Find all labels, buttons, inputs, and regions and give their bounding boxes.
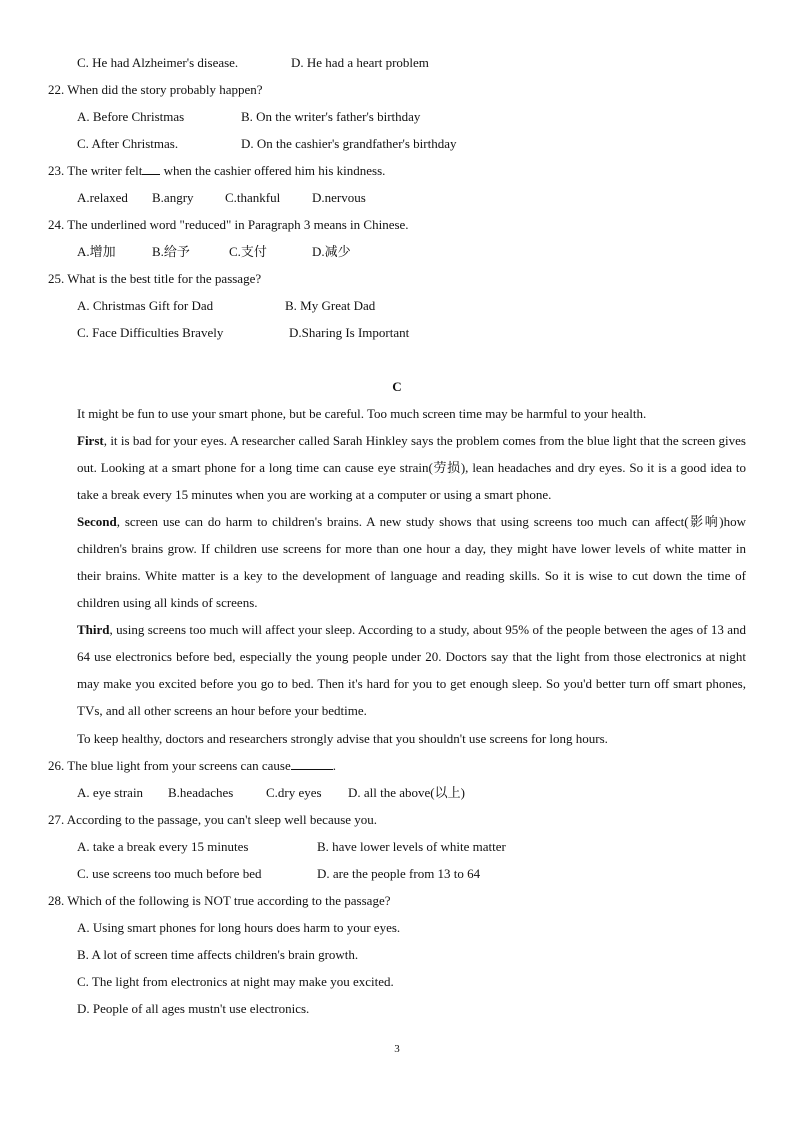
q23-stem [48, 163, 385, 179]
q21-option-d: D. He had a heart problem [291, 55, 429, 70]
q27-option-a: A. take a break every 15 minutes [77, 839, 249, 854]
q25-option-d: D.Sharing Is Important [289, 325, 410, 340]
passage-paragraph-2 [48, 508, 746, 616]
q28-option-a: A. Using smart phones for long hours does harm to your eyes. [77, 920, 401, 935]
q24-option-b: B.给予 [152, 244, 190, 259]
passage-paragraph-3 [48, 616, 746, 724]
q24-option-d: D.减少 [312, 244, 351, 259]
q25-stem: 25. What is the best title for the passage? [48, 271, 262, 286]
q25-option-b: B. My Great Dad [285, 298, 376, 313]
q25-option-a: A. Christmas Gift for Dad [77, 298, 214, 313]
q24-stem: 24. The underlined word "reduced" in Paragraph 3 means in Chinese. [48, 217, 409, 232]
q22-option-c: C. After Christmas. [77, 136, 179, 151]
q28-option-d: D. People of all ages mustn't use electronics. [77, 1001, 310, 1016]
passage-c-heading: C [392, 379, 402, 394]
q27-stem: 27. According to the passage, you can't sleep well because you. [48, 812, 378, 827]
q26-stem-end: . [332, 758, 336, 773]
q25-option-c: C. Face Difficulties Bravely [77, 325, 224, 340]
q28-stem: 28. Which of the following is NOT true according to the passage? [48, 893, 391, 908]
q28-option-b: B. A lot of screen time affects children's brain growth. [77, 947, 359, 962]
passage-closing: To keep healthy, doctors and researchers strongly advise that you shouldn't use screens for long hours. [77, 731, 608, 746]
paragraph-3-lead: Third [77, 622, 110, 637]
q23-option-a: A.relaxed [77, 190, 128, 205]
q23-option-c: C.thankful [225, 190, 281, 205]
q28-option-c: C. The light from electronics at night may make you excited. [77, 974, 394, 989]
q22-option-b: B. On the writer's father's birthday [241, 109, 421, 124]
q26-stem-start: 26. The blue light from your screens can cause [48, 758, 291, 773]
q22-stem: 22. When did the story probably happen? [48, 82, 263, 97]
q23-stem-start: 23. The writer felt [48, 163, 143, 178]
q23-stem-end: when the cashier offered him his kindness. [160, 163, 386, 178]
q23-option-d: D.nervous [312, 190, 366, 205]
q26-option-c: C.dry eyes [266, 785, 322, 800]
q22-option-d: D. On the cashier's grandfather's birthday [241, 136, 457, 151]
q26-option-d: D. all the above(以上) [348, 785, 465, 800]
passage-paragraph-1 [48, 427, 746, 508]
page-number: 3 [394, 1043, 400, 1055]
q27-option-d: D. are the people from 13 to 64 [317, 866, 481, 881]
q26-answer-blank [291, 758, 333, 770]
q23-option-b: B.angry [152, 190, 194, 205]
q21-option-c: C. He had Alzheimer's disease. [77, 55, 239, 70]
q27-option-b: B. have lower levels of white matter [317, 839, 506, 854]
q24-option-c: C.支付 [229, 244, 267, 259]
paragraph-1-lead: First [77, 433, 104, 448]
paragraph-1-text: , it is bad for your eyes. A researcher called Sarah Hinkley says the problem comes from the blue light that the screen gives out. Looking at a smart phone for a long time can cause eye strain(劳损), lean headaches and dry eyes. So it is a good idea to take a break every 15 minutes when you are working at a computer or using a smart phone. [77, 433, 746, 502]
paragraph-2-text: , screen use can do harm to children's brains. A new study shows that using screens too much can affect(影响)how children's brains grow. If children use screens for more than one hour a day, they might have lower levels of white matter in their brains. White matter is a key to the development of language and reading skills. So it is wise to cut down the time of children using all kinds of screens. [77, 514, 746, 610]
q26-stem [48, 758, 336, 774]
paragraph-3-text: , using screens too much will affect your sleep. According to a study, about 95% of the people between the ages of 13 and 64 use electronics before bed, especially the young people under 20. Doctors say that the light from those electronics at night may make you excited before you go to bed. Then it's hard for you to get enough sleep. So you'd better turn off smart phones, TVs, and all other screens an hour before your bedtime. [77, 622, 746, 718]
q27-option-c: C. use screens too much before bed [77, 866, 262, 881]
q26-option-a: A. eye strain [77, 785, 144, 800]
q23-answer-blank [142, 163, 160, 175]
q22-option-a: A. Before Christmas [77, 109, 185, 124]
q26-option-b: B.headaches [168, 785, 234, 800]
q24-option-a: A.增加 [77, 244, 116, 259]
passage-intro: It might be fun to use your smart phone, but be careful. Too much screen time may be harmful to your health. [77, 406, 647, 421]
paragraph-2-lead: Second [77, 514, 117, 529]
